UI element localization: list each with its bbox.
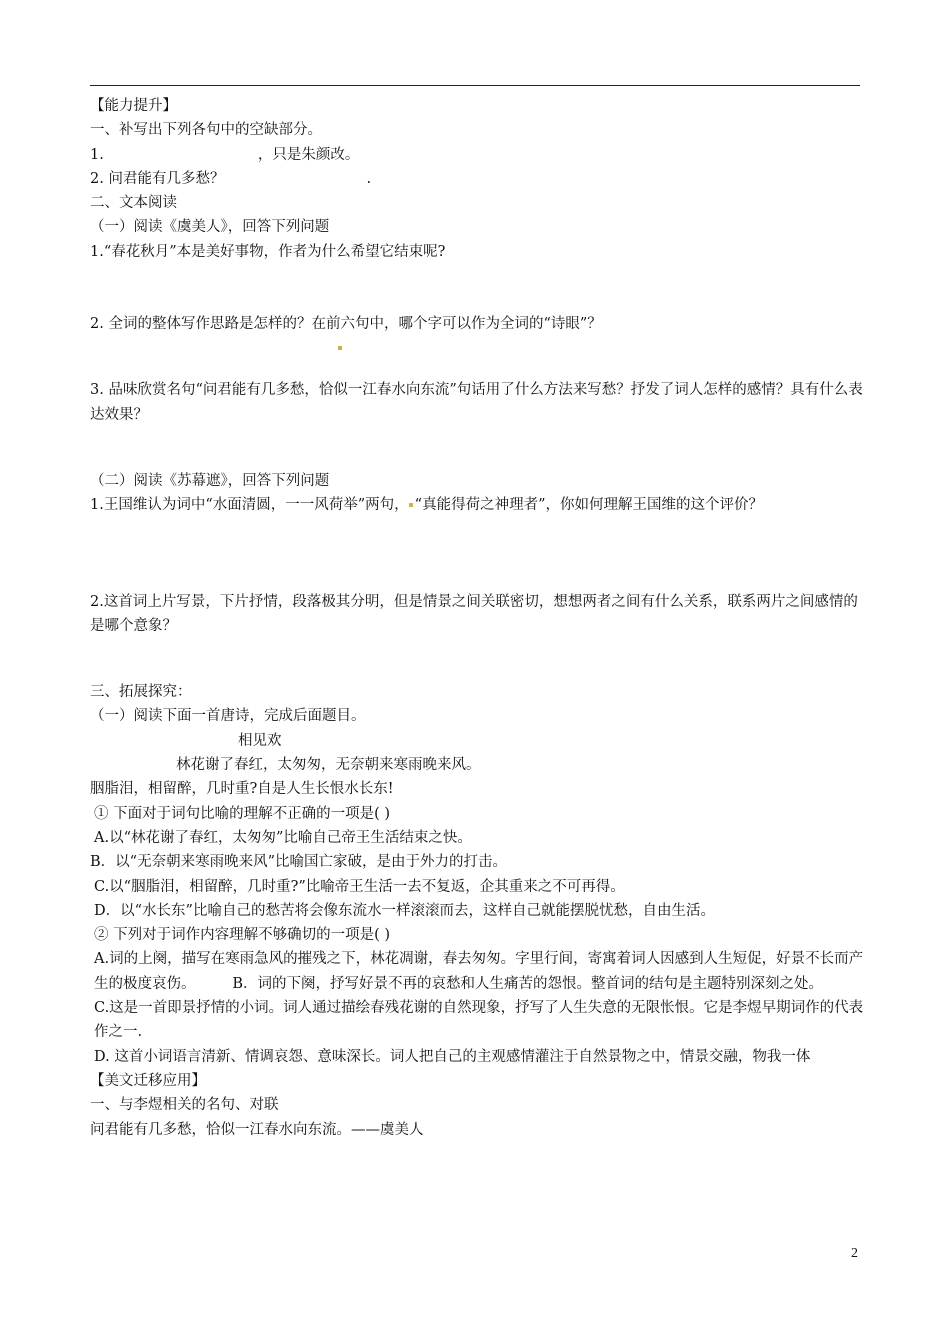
- section-4-title: 【美文迁移应用】: [90, 1072, 206, 1089]
- question-b-option-D[interactable]: D. 这首小词语言清新、情调哀怨、意味深长。词人把自己的主观感情灌注于自然景物之中，情景交融，物我一体: [94, 1048, 811, 1065]
- reading-2-q1: [90, 493, 870, 517]
- poem-title: 相见欢: [238, 732, 282, 749]
- poem-line-2: 胭脂泪，相留醉，几时重?自是人生长恨水长东!: [90, 781, 394, 798]
- q2-head: 2. 问君能有几多愁？: [90, 170, 225, 187]
- section-1-title: 一、补写出下列各句中的空缺部分。: [90, 122, 322, 139]
- question-b-option-B[interactable]: B．词的下阕，抒写好景不再的哀愁和人生痛苦的怨恨。整首词的结句是主题特别深刻之处。: [232, 975, 824, 992]
- section-4-subtitle: 一、与李煜相关的名句、对联: [90, 1097, 279, 1114]
- section-3-title: 三、拓展探究：: [90, 684, 192, 701]
- reading-2-q1-part-a: 1.王国维认为词中“水面清圆，一一风荷举”两句，: [90, 497, 409, 514]
- reading-1-q1: 1.“春花秋月”本是美好事物，作者为什么希望它结束呢?: [90, 243, 446, 260]
- header-rule: [90, 85, 860, 86]
- document-page: [90, 94, 870, 1142]
- famous-line-1: 问君能有几多愁，恰似一江春水向东流。——虞美人: [90, 1121, 424, 1138]
- q1-tail: ，只是朱颜改。: [257, 146, 360, 163]
- stray-mark: [338, 346, 342, 350]
- question-b-option-A-B: [90, 947, 870, 996]
- reading-2-subtitle: （二）阅读《苏幕遮》，回答下列问题: [90, 472, 330, 489]
- fill-blank-q2: [90, 167, 870, 191]
- reading-2-q2: 2.这首词上片写景，下片抒情，段落极其分明，但是情景之间关联密切，想想两者之间有什么关系，联系两片之间感情的是哪个意象？: [90, 593, 858, 634]
- question-a: ① 下面对于词句比喻的理解不正确的一项是( ): [94, 805, 391, 822]
- question-a-option-A[interactable]: A.以“林花谢了春红，太匆匆”比喻自己帝王生活结束之快。: [94, 829, 472, 846]
- question-a-option-D[interactable]: D．以“水长东”比喻自己的愁苦将会像东流水一样滚滚而去，这样自己就能摆脱忧愁，自由生活。: [94, 902, 715, 919]
- reading-1-q2: 2. 全词的整体写作思路是怎样的？在前六句中，哪个字可以作为全词的“诗眼”？: [90, 316, 602, 333]
- reading-1-q3: 3. 品味欣赏名句“问君能有几多愁，恰似一江春水向东流”句话用了什么方法来写愁？抒发了词人怎样的感情？具有什么表达效果？: [90, 382, 863, 423]
- poem-line-1: 林花谢了春红，太匆匆，无奈朝来寒雨晚来风。: [176, 757, 481, 774]
- q2-tail: .: [366, 170, 372, 187]
- reading-1-subtitle: （一）阅读《虞美人》，回答下列问题: [90, 219, 330, 236]
- extension-subtitle: （一）阅读下面一首唐诗，完成后面题目。: [90, 708, 366, 725]
- fill-blank-q1: [90, 143, 870, 167]
- section-ability-heading: 【能力提升】: [90, 98, 177, 114]
- question-a-option-C[interactable]: C.以“胭脂泪，相留醉，几时重?”比喻帝王生活一去不复返，企其重来之不可再得。: [94, 878, 625, 895]
- stray-mark: [409, 503, 413, 507]
- question-b-option-C[interactable]: C.这是一首即景抒情的小词。词人通过描绘春残花谢的自然现象，抒写了人生失意的无限怅恨。它是李煜早期词作的代表作之一.: [94, 1000, 864, 1041]
- question-a-option-B[interactable]: B．以“无奈朝来寒雨晚来风”比喻国亡家破，是由于外力的打击。: [90, 854, 507, 871]
- section-2-title: 二、文本阅读: [90, 195, 177, 212]
- reading-2-q1-part-b: “真能得荷之神理者”，你如何理解王国维的这个评价？: [414, 497, 763, 514]
- question-b-option-A[interactable]: A.词的上阕，描写在寒雨急风的摧残之下，林花凋谢，春去匆匆。字里行间，寄寓着词人因感到人生短促，好景不长而产生的极度哀伤。: [94, 951, 864, 992]
- q1-number: 1.: [90, 146, 104, 163]
- question-b: ② 下列对于词作内容理解不够确切的一项是( ): [94, 927, 391, 944]
- page-number: 2: [851, 1246, 858, 1261]
